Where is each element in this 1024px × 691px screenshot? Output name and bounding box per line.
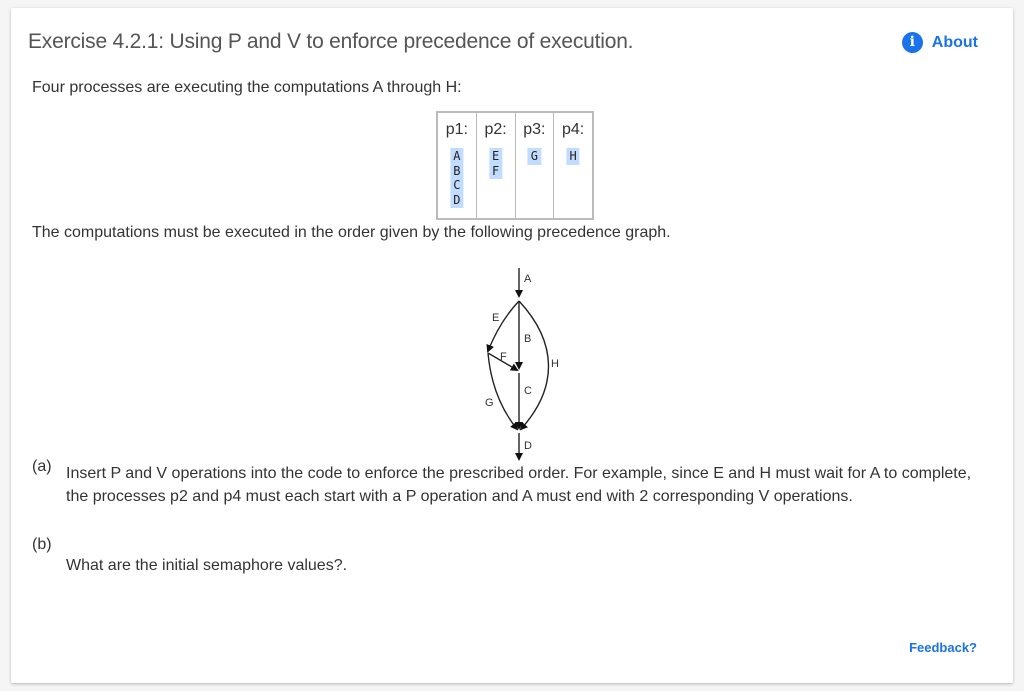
label-g: G (485, 397, 494, 409)
label-a: A (524, 273, 532, 285)
part-b-text: What are the initial semaphore values?. (66, 557, 348, 574)
code-line: F (492, 163, 500, 178)
code-block (450, 148, 463, 208)
process-column-p4 (554, 113, 592, 218)
code-line: C (453, 178, 461, 192)
code-line: A (453, 149, 461, 163)
code-line: B (453, 163, 461, 178)
part-a-text: Insert P and V operations into the code to enforce the prescribed order. For example, since E and H must wait for A to complete, the processes p2 and p4 must each start with a P operation and A must end with 2 corresponding V operations. (66, 465, 972, 505)
process-name: p3: (523, 121, 546, 138)
intro-text: Four processes are executing the computations A through H: (32, 79, 462, 96)
label-f: F (500, 351, 507, 363)
part-a-label: (a) (32, 458, 52, 475)
code-line: H (569, 149, 577, 163)
edge-g (488, 353, 517, 429)
info-icon: i (902, 32, 923, 53)
code-line: G (530, 149, 538, 163)
code-line: E (492, 149, 500, 163)
code-block (528, 148, 541, 165)
feedback-link[interactable]: Feedback? (909, 640, 977, 655)
code-block (489, 148, 502, 179)
edge-h (519, 301, 549, 429)
process-table (436, 111, 594, 220)
precedence-graph (458, 263, 588, 463)
process-column-p1 (438, 113, 477, 218)
process-name: p4: (562, 121, 585, 138)
process-column-p3 (516, 113, 555, 218)
label-e: E (492, 312, 500, 324)
label-b: B (524, 333, 532, 345)
page-title: Exercise 4.2.1: Using P and V to enforce precedence of execution. (28, 30, 634, 53)
label-h: H (551, 358, 559, 370)
process-name: p2: (484, 121, 507, 138)
label-d: D (524, 440, 532, 452)
exercise-card (11, 8, 1013, 683)
about-button[interactable] (902, 32, 978, 53)
code-line: D (453, 192, 461, 207)
part-b-label: (b) (32, 536, 52, 553)
process-column-p2 (477, 113, 516, 218)
order-text: The computations must be executed in the order given by the following precedence graph. (32, 224, 671, 241)
process-name: p1: (445, 121, 468, 138)
label-c: C (524, 385, 532, 397)
about-label: About (931, 33, 978, 51)
code-block (567, 148, 580, 165)
edge-e (488, 301, 519, 351)
